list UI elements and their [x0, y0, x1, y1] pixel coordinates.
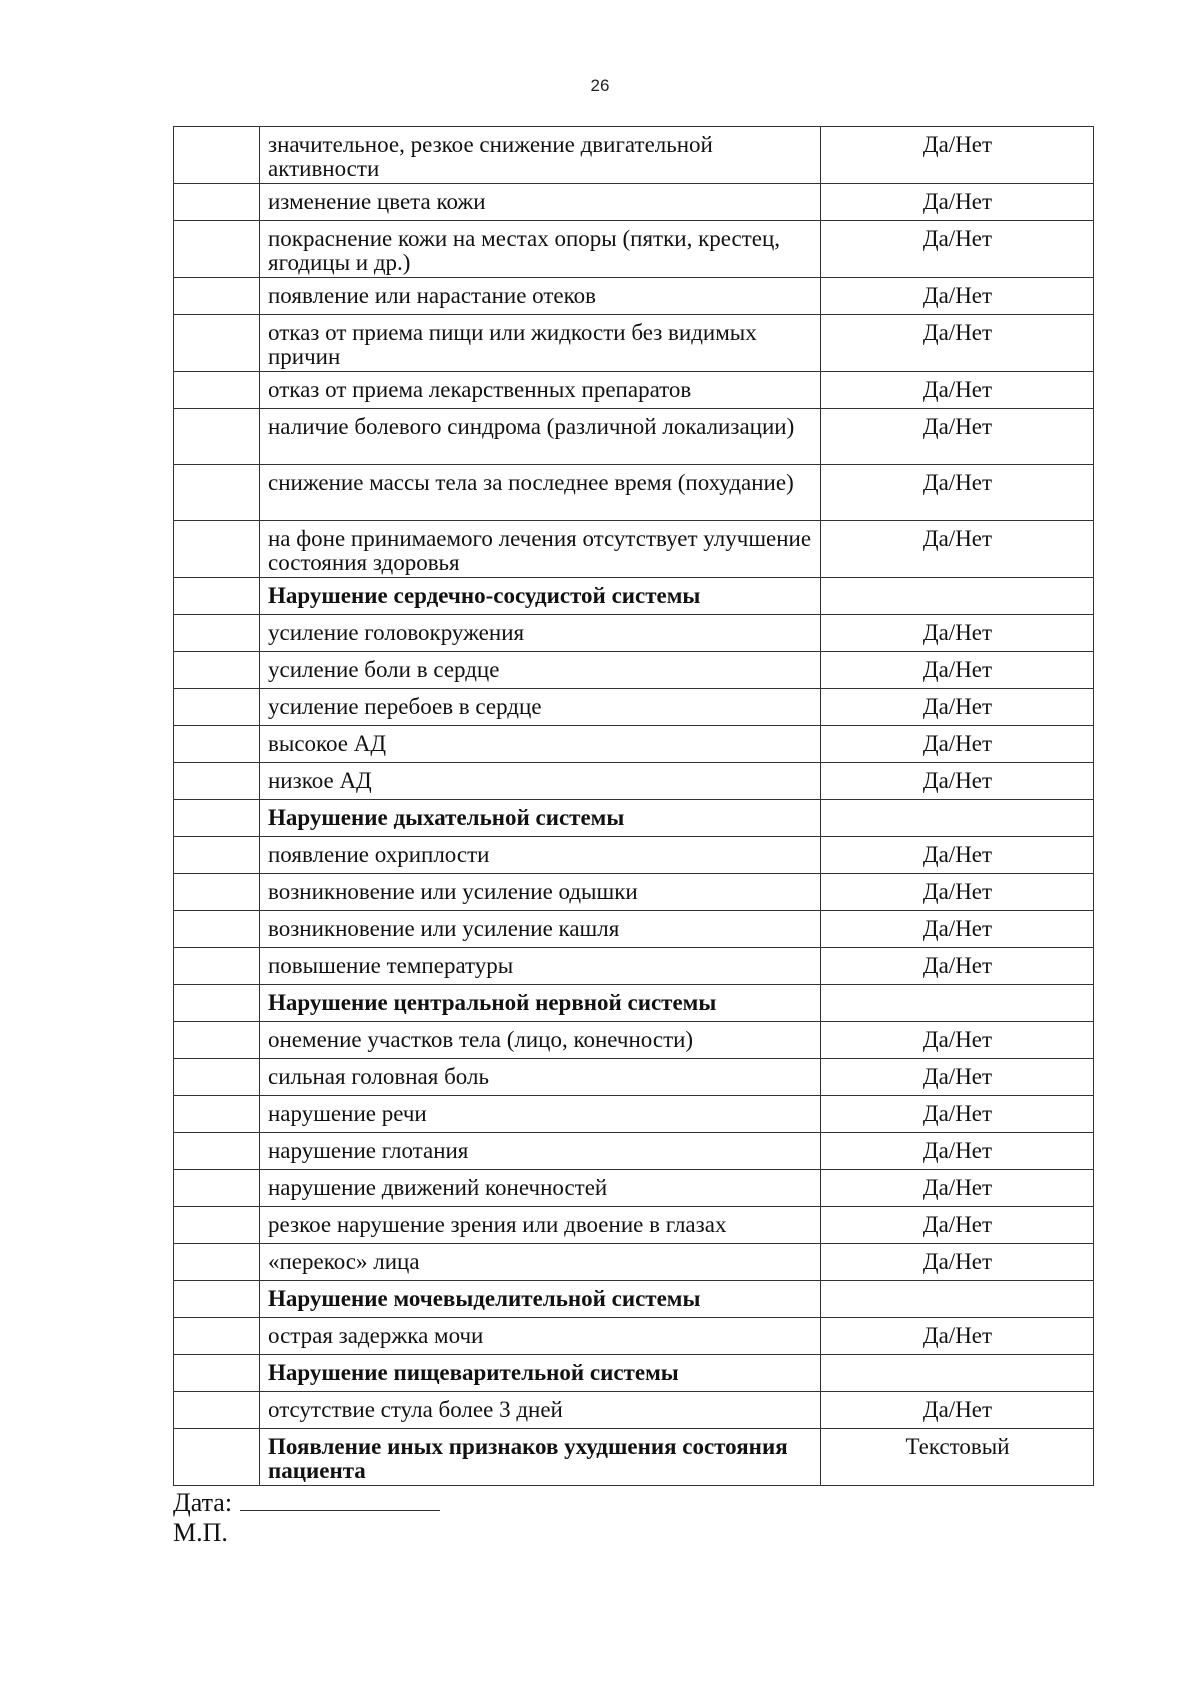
table-row — [174, 315, 1094, 372]
table-row — [174, 948, 1094, 985]
section-header-row — [174, 1281, 1094, 1318]
row-number-cell — [174, 1318, 260, 1355]
symptom-text-cell: изменение цвета кожи — [260, 184, 821, 221]
row-number-cell — [174, 689, 260, 726]
row-number-cell — [174, 465, 260, 521]
row-number-cell — [174, 911, 260, 948]
answer-cell[interactable]: Да/Нет — [821, 409, 1094, 465]
symptom-text-cell: покраснение кожи на местах опоры (пятки, крестец, ягодицы и др.) — [260, 221, 821, 278]
symptom-text-cell: низкое АД — [260, 763, 821, 800]
answer-cell — [821, 1355, 1094, 1392]
row-number-cell — [174, 1244, 260, 1281]
section-header-row — [174, 985, 1094, 1022]
table-row — [174, 465, 1094, 521]
answer-cell[interactable]: Да/Нет — [821, 1318, 1094, 1355]
answer-cell — [821, 1281, 1094, 1318]
table-row — [174, 763, 1094, 800]
row-number-cell — [174, 278, 260, 315]
table-row — [174, 221, 1094, 278]
answer-cell[interactable]: Да/Нет — [821, 221, 1094, 278]
symptom-text-cell: наличие болевого синдрома (различной локализации) — [260, 409, 821, 465]
row-number-cell — [174, 578, 260, 615]
answer-cell[interactable]: Да/Нет — [821, 874, 1094, 911]
answer-cell — [821, 800, 1094, 837]
symptom-text-cell: отказ от приема лекарственных препаратов — [260, 372, 821, 409]
answer-cell[interactable]: Да/Нет — [821, 837, 1094, 874]
answer-cell[interactable]: Да/Нет — [821, 1170, 1094, 1207]
date-blank-line[interactable] — [240, 1488, 440, 1511]
symptom-text-cell: усиление перебоев в сердце — [260, 689, 821, 726]
row-number-cell — [174, 948, 260, 985]
row-number-cell — [174, 874, 260, 911]
table-row — [174, 1244, 1094, 1281]
row-number-cell — [174, 1096, 260, 1133]
answer-cell[interactable]: Да/Нет — [821, 127, 1094, 184]
symptom-text-cell: высокое АД — [260, 726, 821, 763]
table-row — [174, 521, 1094, 578]
answer-cell[interactable]: Да/Нет — [821, 1133, 1094, 1170]
symptom-text-cell: острая задержка мочи — [260, 1318, 821, 1355]
section-title-cell: Нарушение сердечно-сосудистой системы — [260, 578, 821, 615]
answer-cell[interactable]: Да/Нет — [821, 315, 1094, 372]
table-row — [174, 1133, 1094, 1170]
symptom-text-cell: резкое нарушение зрения или двоение в глазах — [260, 1207, 821, 1244]
symptom-text-cell: «перекос» лица — [260, 1244, 821, 1281]
row-number-cell — [174, 1207, 260, 1244]
table-row — [174, 1096, 1094, 1133]
symptom-text-cell: нарушение движений конечностей — [260, 1170, 821, 1207]
symptom-text-cell: отсутствие стула более 3 дней — [260, 1392, 821, 1429]
row-number-cell — [174, 1059, 260, 1096]
symptom-text-cell: на фоне принимаемого лечения отсутствует улучшение состояния здоровья — [260, 521, 821, 578]
section-header-row — [174, 578, 1094, 615]
section-title-cell: Нарушение центральной нервной системы — [260, 985, 821, 1022]
answer-cell[interactable]: Да/Нет — [821, 372, 1094, 409]
section-header-row — [174, 1355, 1094, 1392]
row-number-cell — [174, 985, 260, 1022]
table-row — [174, 1059, 1094, 1096]
row-number-cell — [174, 726, 260, 763]
row-number-cell — [174, 1133, 260, 1170]
row-number-cell — [174, 1281, 260, 1318]
section-title-cell: Нарушение мочевыделительной системы — [260, 1281, 821, 1318]
table-row — [174, 652, 1094, 689]
table-row — [174, 127, 1094, 184]
table-row — [174, 184, 1094, 221]
table-row — [174, 1318, 1094, 1355]
symptom-text-cell: нарушение речи — [260, 1096, 821, 1133]
answer-cell — [821, 578, 1094, 615]
page-number: 26 — [590, 76, 610, 95]
table-row — [174, 911, 1094, 948]
answer-cell[interactable]: Да/Нет — [821, 465, 1094, 521]
answer-cell[interactable]: Да/Нет — [821, 278, 1094, 315]
row-number-cell — [174, 372, 260, 409]
symptom-text-cell: возникновение или усиление кашля — [260, 911, 821, 948]
answer-cell[interactable]: Да/Нет — [821, 726, 1094, 763]
row-number-cell — [174, 1022, 260, 1059]
table-row — [174, 372, 1094, 409]
table-row — [174, 837, 1094, 874]
answer-cell[interactable]: Да/Нет — [821, 1207, 1094, 1244]
table-row — [174, 689, 1094, 726]
answer-cell — [821, 985, 1094, 1022]
answer-cell[interactable]: Да/Нет — [821, 1059, 1094, 1096]
symptom-text-cell: возникновение или усиление одышки — [260, 874, 821, 911]
answer-cell[interactable]: Текстовый — [821, 1429, 1094, 1486]
symptom-text-cell: появление охриплости — [260, 837, 821, 874]
section-header-row — [174, 1429, 1094, 1486]
footer — [173, 1488, 440, 1548]
row-number-cell — [174, 315, 260, 372]
table-row — [174, 1170, 1094, 1207]
symptom-text-cell: снижение массы тела за последнее время (похудание) — [260, 465, 821, 521]
section-title-cell: Появление иных признаков ухудшения состояния пациента — [260, 1429, 821, 1486]
symptom-text-cell: нарушение глотания — [260, 1133, 821, 1170]
table-row — [174, 409, 1094, 465]
stamp-label: М.П. — [173, 1518, 228, 1547]
answer-cell[interactable]: Да/Нет — [821, 911, 1094, 948]
row-number-cell — [174, 409, 260, 465]
row-number-cell — [174, 1170, 260, 1207]
table-row — [174, 1207, 1094, 1244]
symptom-text-cell: повышение температуры — [260, 948, 821, 985]
row-number-cell — [174, 800, 260, 837]
answer-cell[interactable]: Да/Нет — [821, 652, 1094, 689]
symptom-text-cell: онемение участков тела (лицо, конечности) — [260, 1022, 821, 1059]
table-row — [174, 874, 1094, 911]
answer-cell[interactable]: Да/Нет — [821, 521, 1094, 578]
answer-cell[interactable]: Да/Нет — [821, 689, 1094, 726]
checklist-body — [174, 127, 1094, 1486]
symptom-text-cell: усиление головокружения — [260, 615, 821, 652]
row-number-cell — [174, 837, 260, 874]
symptom-text-cell: сильная головная боль — [260, 1059, 821, 1096]
answer-cell[interactable]: Да/Нет — [821, 1392, 1094, 1429]
row-number-cell — [174, 1429, 260, 1486]
table-row — [174, 278, 1094, 315]
table-row — [174, 726, 1094, 763]
row-number-cell — [174, 221, 260, 278]
table-row — [174, 1392, 1094, 1429]
date-label: Дата: — [173, 1488, 233, 1517]
row-number-cell — [174, 652, 260, 689]
symptom-text-cell: появление или нарастание отеков — [260, 278, 821, 315]
table-row — [174, 615, 1094, 652]
row-number-cell — [174, 127, 260, 184]
symptom-text-cell: значительное, резкое снижение двигательной активности — [260, 127, 821, 184]
answer-cell[interactable]: Да/Нет — [821, 763, 1094, 800]
row-number-cell — [174, 1392, 260, 1429]
answer-cell[interactable]: Да/Нет — [821, 1096, 1094, 1133]
row-number-cell — [174, 1355, 260, 1392]
answer-cell[interactable]: Да/Нет — [821, 184, 1094, 221]
answer-cell[interactable]: Да/Нет — [821, 1244, 1094, 1281]
answer-cell[interactable]: Да/Нет — [821, 948, 1094, 985]
symptom-text-cell: отказ от приема пищи или жидкости без видимых причин — [260, 315, 821, 372]
answer-cell[interactable]: Да/Нет — [821, 1022, 1094, 1059]
row-number-cell — [174, 615, 260, 652]
row-number-cell — [174, 763, 260, 800]
row-number-cell — [174, 521, 260, 578]
symptom-checklist-table — [173, 126, 1094, 1486]
section-title-cell: Нарушение дыхательной системы — [260, 800, 821, 837]
symptom-text-cell: усиление боли в сердце — [260, 652, 821, 689]
table-row — [174, 1022, 1094, 1059]
section-header-row — [174, 800, 1094, 837]
section-title-cell: Нарушение пищеварительной системы — [260, 1355, 821, 1392]
answer-cell[interactable]: Да/Нет — [821, 615, 1094, 652]
date-row — [173, 1488, 440, 1518]
row-number-cell — [174, 184, 260, 221]
